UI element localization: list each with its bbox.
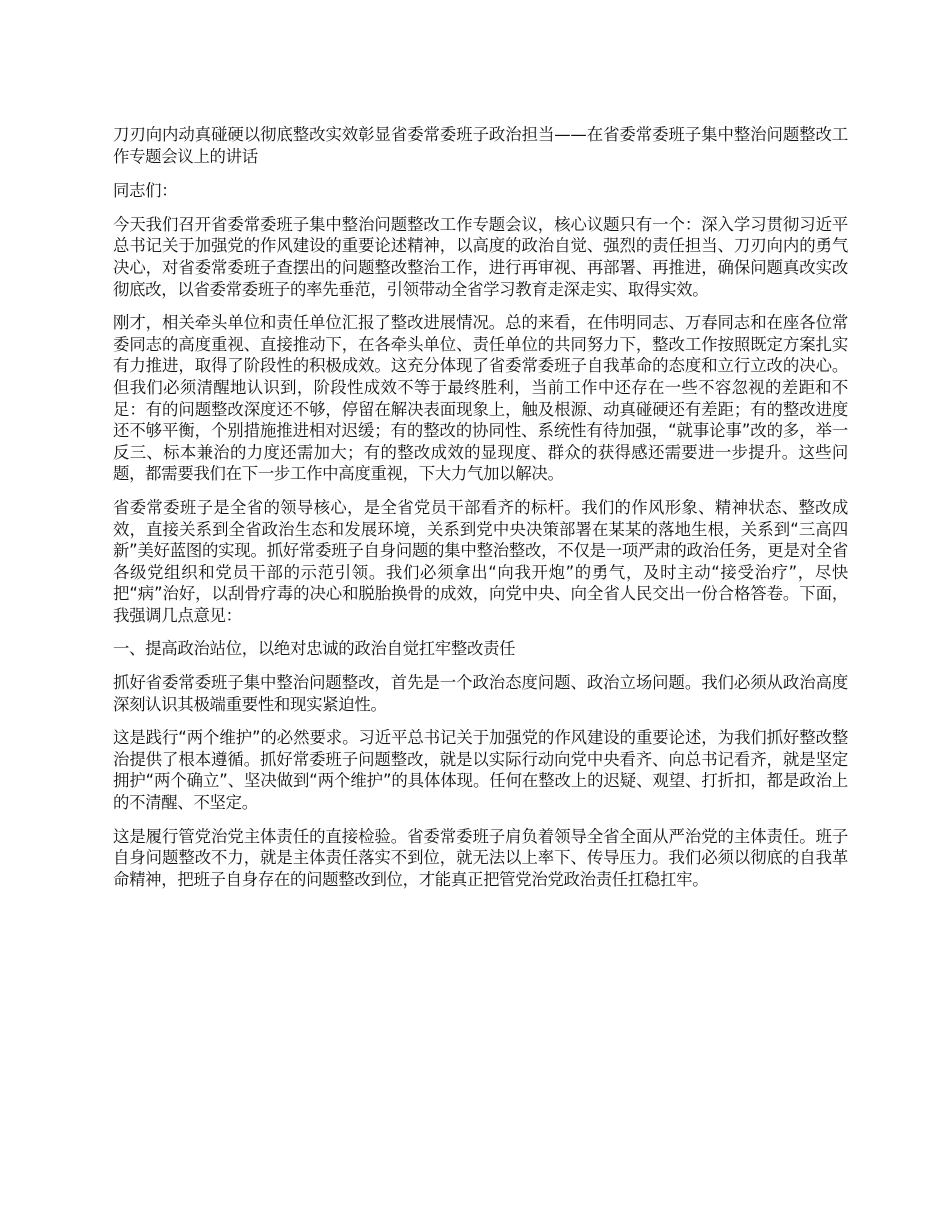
document-page [113, 124, 848, 902]
paragraph: 刚才，相关牵头单位和责任单位汇报了整改进展情况。总的来看，在伟明同志、万春同志和在座各位常委同志的高度重视、直接推动下，在各牵头单位、责任单位的共同努力下，整改工作按照既定方案扎实有力推进，取得了阶段性的积极成效。这充分体现了省委常委班子自我革命的态度和立行立改的决心。但我们必须清醒地认识到，阶段性成效不等于最终胜利，当前工作中还存在一些不容忽视的差距和不足：有的问题整改深度还不够，停留在解决表面现象上，触及根源、动真碰硬还有差距；有的整改进度还不够平衡，个别措施推进相对迟缓；有的整改的协同性、系统性有待加强，“就事论事”改的多，举一反三、标本兼治的力度还需加大；有的整改成效的显现度、群众的获得感还需要进一步提升。这些问题，都需要我们在下一步工作中高度重视，下大力气加以解决。 [113, 313, 848, 484]
paragraph: 抓好省委常委班子集中整治问题整改，首先是一个政治态度问题、政治立场问题。我们必须从政治高度深刻认识其极端重要性和现实紧迫性。 [113, 673, 848, 714]
paragraph: 这是践行“两个维护”的必然要求。习近平总书记关于加强党的作风建设的重要论述，为我们抓好整改整治提供了根本遵循。抓好常委班子问题整改，就是以实际行动向党中央看齐、向总书记看齐，就是坚定拥护“两个确立”、坚决做到“两个维护”的具体体现。任何在整改上的迟疑、观望、打折扣，都是政治上的不清醒、不坚定。 [113, 728, 848, 813]
section-heading: 一、提高政治站位，以绝对忠诚的政治自觉扛牢整改责任 [113, 639, 516, 659]
greeting: 同志们： [113, 181, 178, 201]
paragraph: 省委常委班子是全省的领导核心，是全省党员干部看齐的标杆。我们的作风形象、精神状态、整改成效，直接关系到全省政治生态和发展环境，关系到党中央决策部署在某某的落地生根，关系到“三高四新”美好蓝图的实现。抓好常委班子自身问题的集中整治整改，不仅是一项严肃的政治任务，更是对全省各级党组织和党员干部的示范引领。我们必须拿出“向我开炮”的勇气，及时主动“接受治疗”，尽快把“病”治好，以刮骨疗毒的决心和脱胎换骨的成效，向党中央、向全省人民交出一份合格答卷。下面，我强调几点意见： [113, 497, 848, 625]
paragraph: 今天我们召开省委常委班子集中整治问题整改工作专题会议，核心议题只有一个：深入学习贯彻习近平总书记关于加强党的作风建设的重要论述精神，以高度的政治自觉、强烈的责任担当、刀刃向内的勇气决心，对省委常委班子查摆出的问题整改整治工作，进行再审视、再部署、再推进，确保问题真改实改彻底改，以省委常委班子的率先垂范，引领带动全省学习教育走深走实、取得实效。 [113, 214, 848, 299]
document-title: 刀刃向内动真碰硬以彻底整改实效彰显省委常委班子政治担当——在省委常委班子集中整治问题整改工作专题会议上的讲话 [113, 125, 848, 166]
paragraph: 这是履行管党治党主体责任的直接检验。省委常委班子肩负着领导全省全面从严治党的主体责任。班子自身问题整改不力，就是主体责任落实不到位，就无法以上率下、传导压力。我们必须以彻底的自我革命精神，把班子自身存在的问题整改到位，才能真正把管党治党政治责任扛稳扛牢。 [113, 826, 848, 889]
